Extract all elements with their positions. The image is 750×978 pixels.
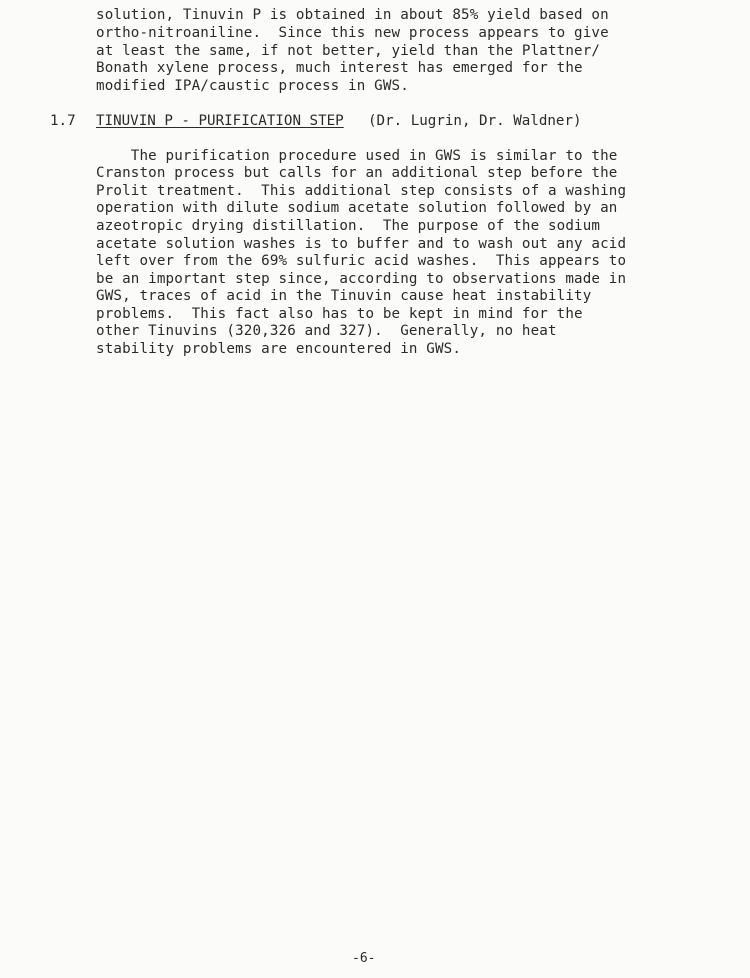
intro-line: modified IPA/caustic process in GWS.	[96, 78, 409, 94]
intro-line: at least the same, if not better, yield than the Plattner/	[96, 43, 601, 59]
body-line: left over from the 69% sulfuric acid washes. This appears to	[96, 253, 627, 269]
section-title: TINUVIN P - PURIFICATION STEP	[96, 113, 344, 129]
page-number: -6-	[352, 951, 376, 966]
body-line: GWS, traces of acid in the Tinuvin cause heat instability	[96, 288, 592, 304]
body-line: azeotropic drying distillation. The purpose of the sodium	[96, 218, 601, 234]
body-line: operation with dilute sodium acetate solution followed by an	[96, 200, 618, 216]
body-line: other Tinuvins (320,326 and 327). Generally, no heat	[96, 323, 557, 339]
body-line: be an important step since, according to observations made in	[96, 271, 627, 287]
body-line: Cranston process but calls for an additional step before the	[96, 165, 618, 181]
intro-line: ortho-nitroaniline. Since this new process appears to give	[96, 25, 609, 41]
body-line: acetate solution washes is to buffer and to wash out any acid	[96, 236, 627, 252]
body-line: problems. This fact also has to be kept in mind for the	[96, 306, 583, 322]
section-authors: (Dr. Lugrin, Dr. Waldner)	[368, 113, 582, 129]
body-line: Prolit treatment. This additional step consists of a washing	[96, 183, 627, 199]
intro-line: solution, Tinuvin P is obtained in about 85% yield based on	[96, 7, 609, 23]
section-number: 1.7	[50, 113, 76, 129]
body-line: stability problems are encountered in GWS.	[96, 341, 462, 357]
body-line: The purification procedure used in GWS is similar to the	[96, 148, 618, 164]
intro-line: Bonath xylene process, much interest has emerged for the	[96, 60, 583, 76]
